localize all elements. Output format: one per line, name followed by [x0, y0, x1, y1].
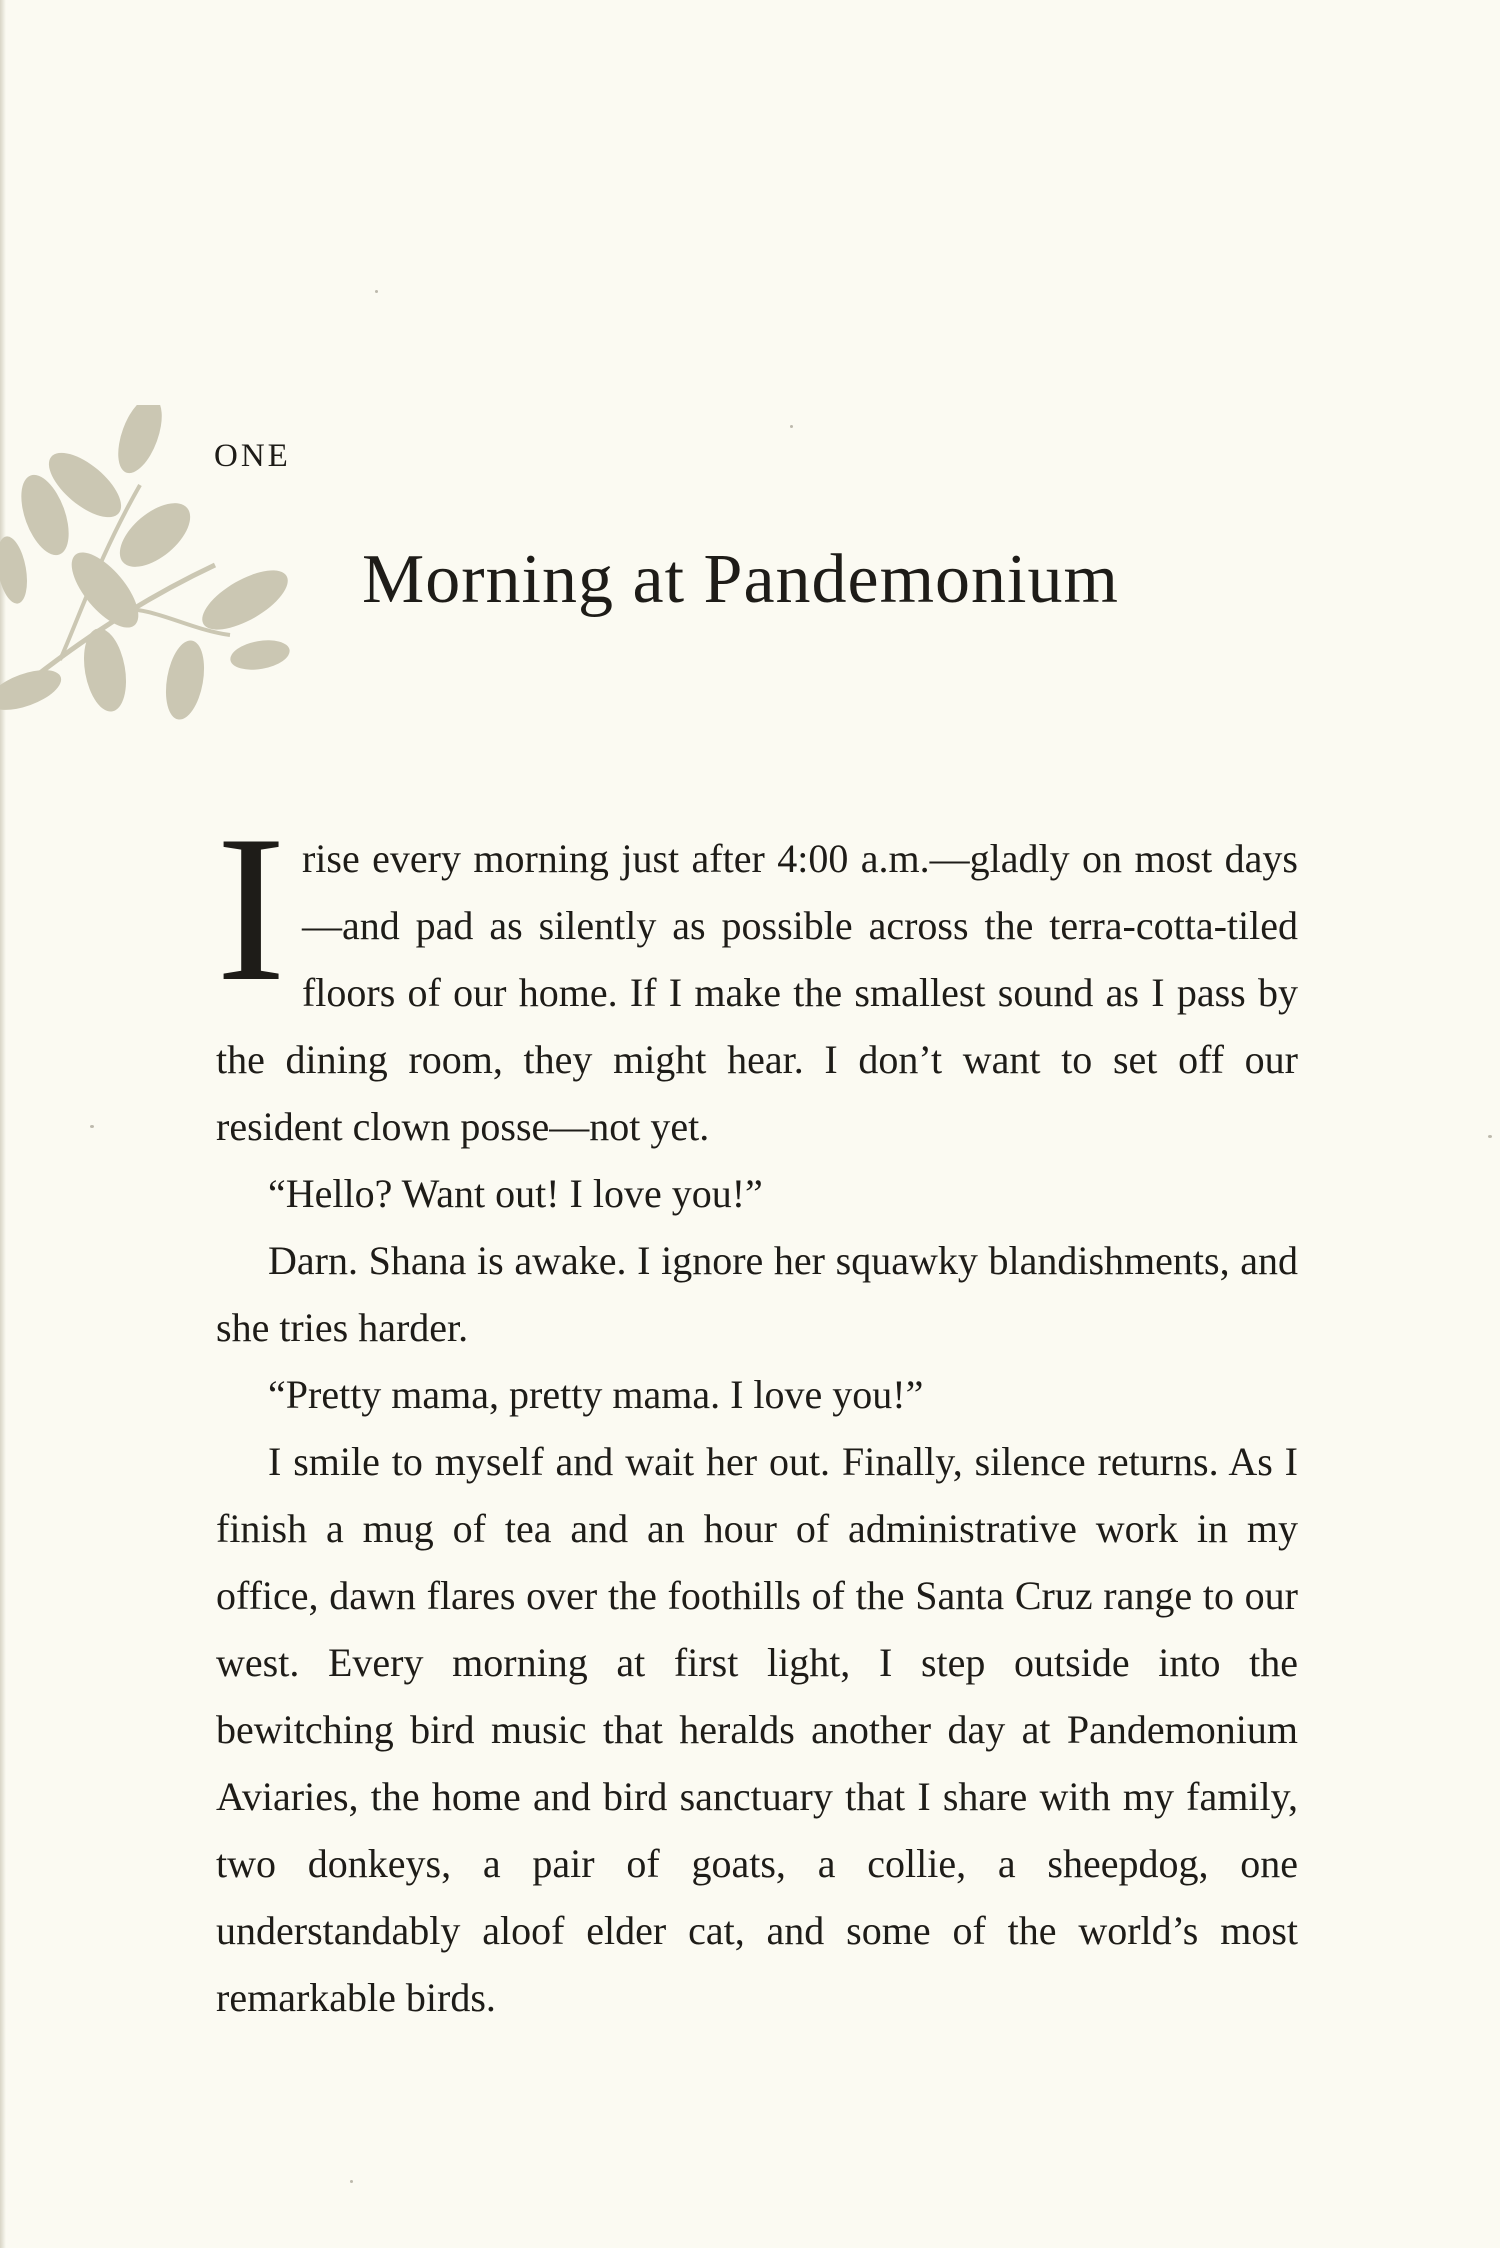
paper-speck — [90, 1125, 94, 1128]
chapter-number: ONE — [214, 438, 291, 474]
paragraph-4: “Pretty mama, pretty mama. I love you!” — [268, 1372, 924, 1417]
paragraph-2: “Hello? Want out! I love you!” — [268, 1171, 763, 1216]
paragraph-1-text: rise every morning just after 4:00 a.m.—gladly on most days—and pad as silently as possible across the terra-cotta-tiled floors of our home. If I make the smallest sound as I pass by the dining room, they might hear. I don’t want to set off our resident clown posse—not yet. — [216, 836, 1298, 1149]
paragraph-3: Darn. Shana is awake. I ignore her squawky blandishments, and she tries harder. — [216, 1238, 1298, 1350]
paper-speck — [790, 425, 793, 428]
paper-speck — [350, 2180, 353, 2183]
chapter-body — [216, 793, 1298, 2031]
paper-speck — [1488, 1135, 1492, 1138]
paragraph-1 — [216, 793, 1298, 1160]
page-binding-edge — [0, 0, 6, 2248]
chapter-title: Morning at Pandemonium — [362, 541, 1119, 618]
drop-cap: I — [216, 793, 286, 1025]
paper-speck — [375, 290, 378, 293]
paragraph-5: I smile to myself and wait her out. Finally, silence returns. As I finish a mug of tea and an hour of administrative work in my office, dawn flares over the foothills of the Santa Cruz range to our west. Every morning at first light, I step outside into the bewitching bird music that heralds another day at Pandemonium Aviaries, the home and bird sanctuary that I share with my family, two donkeys, a pair of goats, a collie, a sheepdog, one understandably aloof elder cat, and some of the world’s most remarkable birds. — [216, 1439, 1298, 2020]
